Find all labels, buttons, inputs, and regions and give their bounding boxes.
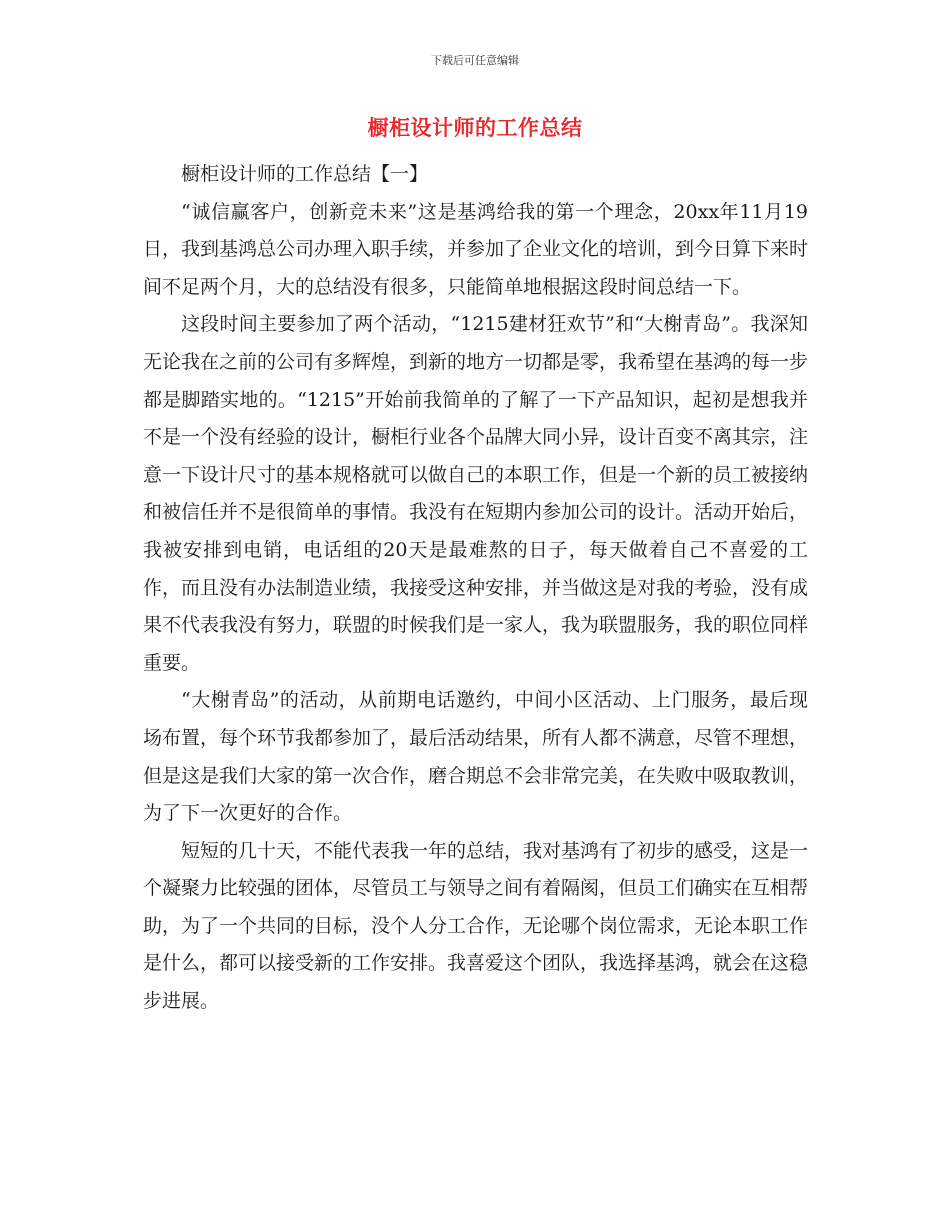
paragraph-activities: 这段时间主要参加了两个活动，“1215建材狂欢节”和“大榭青岛”。我深知无论我在之前的公司有多辉煌，到新的地方一切都是零，我希望在基鸿的每一步都是脚踏实地的。“1215”开始前我简单的了解了一下产品知识，起初是想我并不是一个没有经验的设计，橱柜行业各个品牌大同小异，设计百变不离其宗，注意一下设计尺寸的基本规格就可以做自己的本职工作，但是一个新的员工被接纳和被信任并不是很简单的事情。我没有在短期内参加公司的设计。活动开始后，我被安排到电销，电话组的20天是最难熬的日子，每天做着自己不喜爱的工作，而且没有办法制造业绩，我接受这种安排，并当做这是对我的考验，没有成果不代表我没有努力，联盟的时候我们是一家人，我为联盟服务，我的职位同样重要。 xyxy=(143,313,809,674)
paragraph-conclusion: 短短的几十天，不能代表我一年的总结，我对基鸿有了初步的感受，这是一个凝聚力比较强的团体，尽管员工与领导之间有着隔阂，但员工们确实在互相帮助，为了一个共同的目标，没个人分工合作，无论哪个岗位需求，无论本职工作是什么，都可以接受新的工作安排。我喜爱这个团队，我选择基鸿，就会在这稳步进展。 xyxy=(143,839,809,1013)
paragraph-qingdao-event: “大榭青岛”的活动，从前期电话邀约，中间小区活动、上门服务，最后现场布置，每个环节我都参加了，最后活动结果，所有人都不满意，尽管不理想，但是这是我们大家的第一次合作，磨合期总不会非常完美，在失败中吸取教训，为了下一次更好的合作。 xyxy=(143,689,809,825)
document-title: 橱柜设计师的工作总结 xyxy=(367,115,583,140)
document-body xyxy=(143,156,808,1021)
section-heading: 橱柜设计师的工作总结【一】 xyxy=(181,163,429,185)
paragraph-intro: “诚信赢客户，创新竞未来”这是基鸿给我的第一个理念，20xx年11月19日，我到基鸿总公司办理入职手续，并参加了企业文化的培训，到今日算下来时间不足两个月，大的总结没有很多，只能简单地根据这段时间总结一下。 xyxy=(143,200,809,298)
page-header: 下载后可任意编辑 xyxy=(431,54,519,67)
